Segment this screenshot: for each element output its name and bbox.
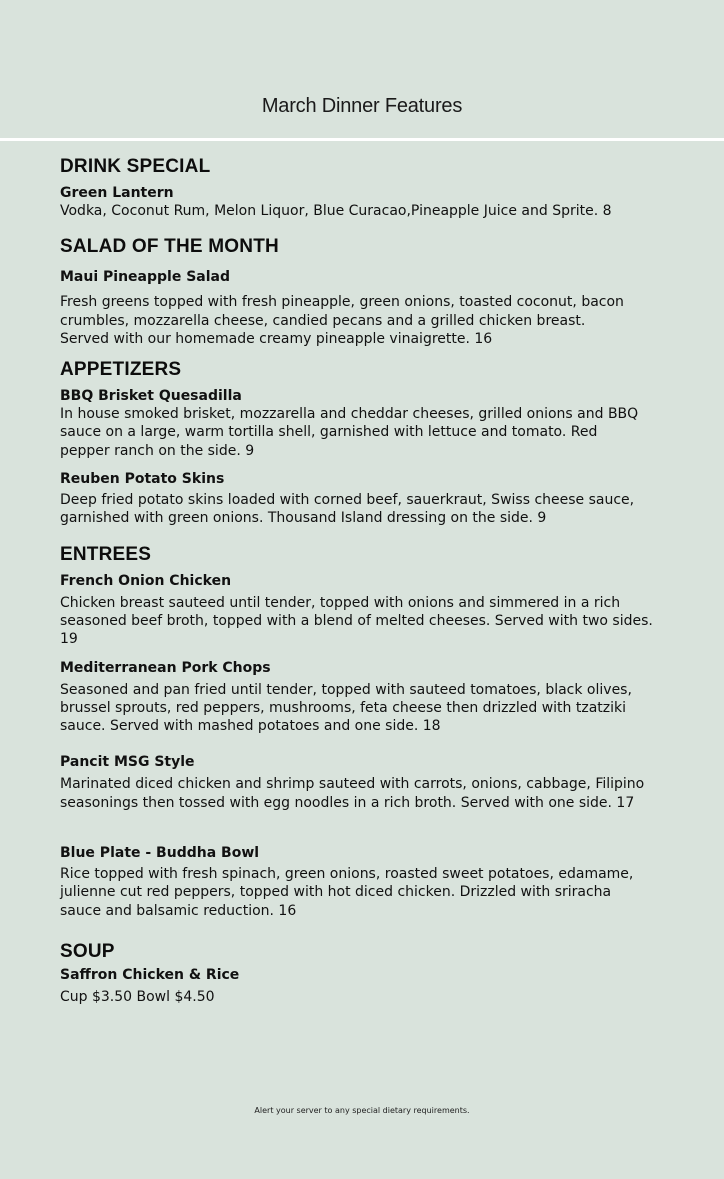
menu-item-description: In house smoked brisket, mozzarella and cheddar cheeses, grilled onions and BBQ sauce on a large, warm tortilla shell, garnished with lettuce and tomato. Red pepper ranch on the side. 9 bbox=[60, 406, 639, 459]
menu-item-name: Reuben Potato Skins bbox=[60, 471, 225, 488]
menu-content bbox=[60, 154, 660, 1006]
section-heading-appetizers: APPETIZERS bbox=[60, 359, 182, 381]
footer-note: Alert your server to any special dietary requirements. bbox=[254, 1106, 470, 1115]
menu-item-name: Green Lantern bbox=[60, 185, 174, 201]
header-divider bbox=[0, 138, 724, 141]
section-heading-soup: SOUP bbox=[60, 940, 115, 962]
menu-item-name: Pancit MSG Style bbox=[60, 754, 195, 771]
menu-item-name: Maui Pineapple Salad bbox=[60, 269, 230, 286]
page-title: March Dinner Features bbox=[261, 95, 463, 117]
menu-item-name: Saffron Chicken & Rice bbox=[60, 966, 240, 983]
menu-item-name: Blue Plate - Buddha Bowl bbox=[60, 845, 260, 862]
section-heading-entrees: ENTREES bbox=[60, 543, 152, 565]
menu-item-description: Vodka, Coconut Rum, Melon Liquor, Blue Curacao,Pineapple Juice and Sprite. 8 bbox=[60, 203, 612, 219]
menu-item-description: Rice topped with fresh spinach, green onions, roasted sweet potatoes, edamame, julienne cut red peppers, topped with hot diced chicken. Drizzled with sriracha sauce and balsamic reduction. 16 bbox=[60, 866, 634, 919]
menu-item-description: Marinated diced chicken and shrimp sauteed with carrots, onions, cabbage, Filipino seasonings then tossed with egg noodles in a rich broth. Served with one side. 17 bbox=[60, 776, 645, 811]
menu-item-name: BBQ Brisket Quesadilla bbox=[60, 388, 242, 405]
menu-item-description: Cup $3.50 Bowl $4.50 bbox=[60, 988, 215, 1005]
menu-item-name: Mediterranean Pork Chops bbox=[60, 659, 271, 676]
menu-item-name: French Onion Chicken bbox=[60, 572, 232, 589]
menu-item-description: Chicken breast sauteed until tender, topped with onions and simmered in a rich seasoned beef broth, topped with a blend of melted cheeses. Served with two sides. 19 bbox=[60, 594, 653, 648]
section-heading-drink-special: DRINK SPECIAL bbox=[60, 156, 211, 177]
menu-item-description: Seasoned and pan fried until tender, topped with sauteed tomatoes, black olives, brussel sprouts, red peppers, mushrooms, feta cheese then drizzled with tzatziki sauce. Served with mashed potatoes and one side. 18 bbox=[60, 681, 632, 735]
menu-item-description: Fresh greens topped with fresh pineapple, green onions, toasted coconut, bacon crumbles, mozzarella cheese, candied pecans and a grilled chicken breast. Served with our homemade creamy pineapple vinaigrette. 16 bbox=[60, 294, 624, 347]
section-heading-salad: SALAD OF THE MONTH bbox=[60, 236, 279, 258]
menu-item-description: Deep fried potato skins loaded with corned beef, sauerkraut, Swiss cheese sauce, garnished with green onions. Thousand Island dressing on the side. 9 bbox=[60, 492, 635, 527]
